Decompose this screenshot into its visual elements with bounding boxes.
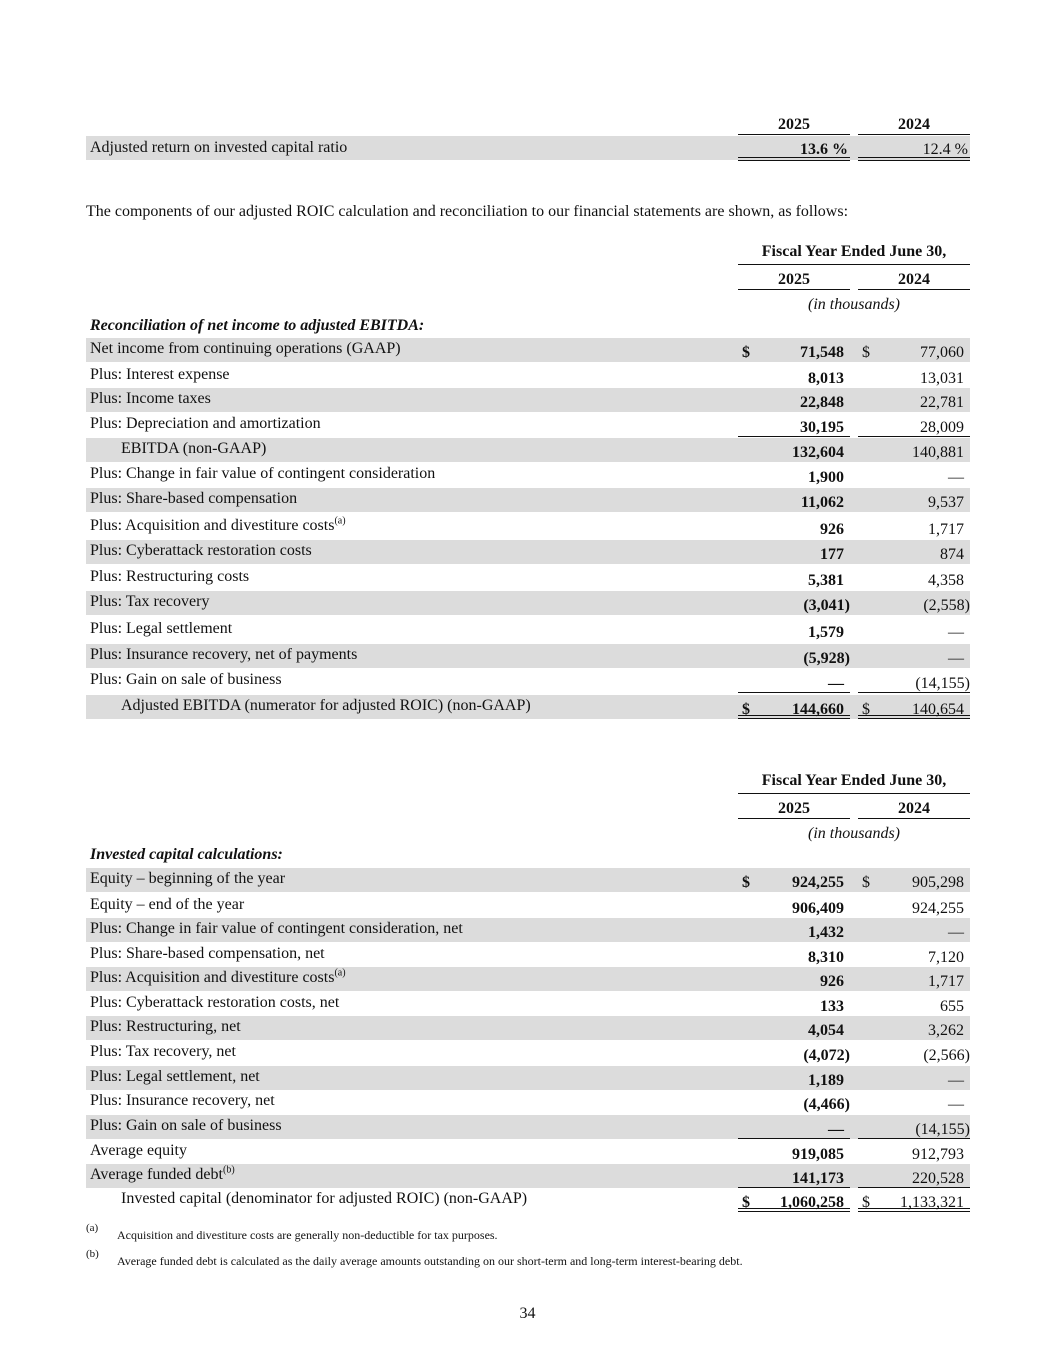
table-row bbox=[86, 918, 970, 942]
value-2024: 140,654 bbox=[912, 701, 964, 718]
value-2025: 1,060,258 bbox=[780, 1194, 844, 1211]
currency-symbol: $ bbox=[862, 344, 870, 361]
year-header-2025: 2025 bbox=[738, 800, 850, 819]
value-2024: (14,155) bbox=[915, 1121, 970, 1138]
row-label: Equity – end of the year bbox=[90, 896, 245, 913]
value-2025: 11,062 bbox=[800, 494, 844, 511]
currency-symbol: $ bbox=[742, 1194, 750, 1211]
table-row bbox=[86, 388, 970, 412]
year-header-2024: 2024 bbox=[858, 800, 970, 819]
value-2025: 1,579 bbox=[808, 624, 844, 641]
value-2024: (2,566) bbox=[923, 1047, 970, 1064]
value-2024: 924,255 bbox=[912, 900, 964, 917]
value-2025: 144,660 bbox=[792, 701, 844, 718]
section-title: Invested capital calculations: bbox=[90, 846, 283, 863]
value-2024: — bbox=[948, 924, 964, 941]
row-label: Plus: Gain on sale of business bbox=[90, 671, 282, 688]
footnote-ref: (b) bbox=[222, 1164, 235, 1176]
value-2025: — bbox=[828, 675, 844, 692]
row-label: Plus: Depreciation and amortization bbox=[90, 415, 321, 432]
currency-symbol: $ bbox=[742, 874, 750, 891]
table-row bbox=[86, 515, 970, 539]
value-2025: (4,072) bbox=[803, 1047, 850, 1064]
row-label: Plus: Restructuring costs bbox=[90, 568, 250, 585]
value-2024: 655 bbox=[940, 998, 964, 1015]
value-2024: (14,155) bbox=[915, 675, 970, 692]
value-2025: 8,310 bbox=[808, 949, 844, 966]
footnote-ref: (a) bbox=[334, 967, 346, 979]
value-2024: 9,537 bbox=[928, 494, 964, 511]
roic-2025: 13.6 % bbox=[800, 141, 848, 158]
value-2024: 905,298 bbox=[912, 874, 964, 891]
row-label: Net income from continuing operations (GAAP) bbox=[90, 340, 401, 357]
period-header: Fiscal Year Ended June 30, bbox=[738, 243, 970, 265]
footnote-text-a: Acquisition and divestiture costs are generally non-deductible for tax purposes. bbox=[117, 1228, 498, 1242]
value-2025: 141,173 bbox=[792, 1170, 844, 1187]
row-label: Invested capital (denominator for adjusted ROIC) (non-GAAP) bbox=[121, 1190, 528, 1207]
value-2024: 140,881 bbox=[912, 444, 964, 461]
table-row bbox=[86, 1164, 970, 1188]
value-2025: 177 bbox=[820, 546, 844, 563]
row-label: Plus: Change in fair value of contingent consideration, net bbox=[90, 920, 463, 937]
year-header-2025: 2025 bbox=[738, 116, 850, 135]
row-label: Plus: Share-based compensation bbox=[90, 490, 298, 507]
value-2025: 1,900 bbox=[808, 469, 844, 486]
units-label: (in thousands) bbox=[808, 825, 900, 842]
row-label: Average funded debt$^{(b)}$ bbox=[90, 1164, 235, 1183]
intro-paragraph: The components of our adjusted ROIC calculation and reconciliation to our financial statements are shown, as follows: bbox=[86, 203, 849, 220]
value-2024: 4,358 bbox=[928, 572, 964, 589]
table-row bbox=[86, 591, 970, 615]
value-2025: 71,548 bbox=[800, 344, 844, 361]
table-row bbox=[86, 644, 970, 668]
value-2025: 22,848 bbox=[800, 394, 844, 411]
table-row bbox=[86, 669, 970, 693]
table-row bbox=[86, 413, 970, 437]
row-label: Plus: Acquisition and divestiture costs$^{(a)}$ bbox=[90, 967, 346, 986]
row-label: Plus: Change in fair value of contingent consideration bbox=[90, 465, 436, 482]
value-2024: — bbox=[948, 469, 964, 486]
value-2024: 912,793 bbox=[912, 1146, 964, 1163]
currency-symbol: $ bbox=[862, 1194, 870, 1211]
value-2025: 1,189 bbox=[808, 1072, 844, 1089]
value-2025: 906,409 bbox=[792, 900, 844, 917]
table-row bbox=[86, 1066, 970, 1090]
row-label: Plus: Income taxes bbox=[90, 390, 211, 407]
value-2025: (5,928) bbox=[803, 650, 850, 667]
table-row bbox=[86, 943, 970, 967]
year-header-2024: 2024 bbox=[858, 271, 970, 290]
footnote-mark-b: (b) bbox=[86, 1248, 99, 1260]
footnote-text-b: Average funded debt is calculated as the daily average amounts outstanding on our short-term and long-term interest-bearing debt. bbox=[117, 1254, 743, 1268]
table-row bbox=[86, 1115, 970, 1139]
period-header: Fiscal Year Ended June 30, bbox=[738, 772, 970, 794]
value-2025: 919,085 bbox=[792, 1146, 844, 1163]
value-2024: (2,558) bbox=[923, 597, 970, 614]
value-2024: 1,717 bbox=[928, 973, 964, 990]
value-2025: 924,255 bbox=[792, 874, 844, 891]
table-row bbox=[86, 618, 970, 642]
value-2025: 1,432 bbox=[808, 924, 844, 941]
value-2024: 874 bbox=[940, 546, 964, 563]
value-2025: 8,013 bbox=[808, 370, 844, 387]
table-row bbox=[86, 992, 970, 1016]
table-row bbox=[86, 438, 970, 462]
row-label: Plus: Insurance recovery, net bbox=[90, 1092, 275, 1109]
footnote-ref: (a) bbox=[334, 515, 346, 527]
table-row bbox=[86, 540, 970, 564]
section-title: Reconciliation of net income to adjusted EBITDA: bbox=[90, 317, 425, 334]
table-row bbox=[86, 338, 970, 362]
row-label: Equity – beginning of the year bbox=[90, 870, 286, 887]
currency-symbol: $ bbox=[862, 874, 870, 891]
row-label: Plus: Legal settlement, net bbox=[90, 1068, 260, 1085]
table-row bbox=[86, 1090, 970, 1114]
value-2025: — bbox=[828, 1121, 844, 1138]
value-2024: — bbox=[948, 624, 964, 641]
row-label: Average equity bbox=[90, 1142, 187, 1159]
value-2024: 13,031 bbox=[920, 370, 964, 387]
table-row bbox=[86, 488, 970, 512]
value-2024: — bbox=[948, 650, 964, 667]
value-2025: 4,054 bbox=[808, 1022, 844, 1039]
value-2024: 1,133,321 bbox=[900, 1194, 964, 1211]
page-number: 34 bbox=[519, 1305, 536, 1322]
units-label: (in thousands) bbox=[808, 296, 900, 313]
row-label: Plus: Interest expense bbox=[90, 366, 230, 383]
row-label: Plus: Restructuring, net bbox=[90, 1018, 241, 1035]
value-2025: 926 bbox=[820, 521, 844, 538]
value-2024: 220,528 bbox=[912, 1170, 964, 1187]
table-row bbox=[86, 566, 970, 590]
row-label: Plus: Cyberattack restoration costs, net bbox=[90, 994, 340, 1011]
year-header-2025: 2025 bbox=[738, 271, 850, 290]
roic-ratio-label: Adjusted return on invested capital ratio bbox=[90, 139, 348, 156]
value-2024: — bbox=[948, 1072, 964, 1089]
footnote-mark-a: (a) bbox=[86, 1222, 99, 1234]
currency-symbol: $ bbox=[862, 701, 870, 718]
row-label: Plus: Tax recovery bbox=[90, 593, 210, 610]
value-2024: 7,120 bbox=[928, 949, 964, 966]
table-row bbox=[86, 1188, 970, 1212]
value-2025: 30,195 bbox=[800, 419, 844, 436]
value-2025: 133 bbox=[820, 998, 844, 1015]
row-label: Plus: Share-based compensation, net bbox=[90, 945, 325, 962]
value-2025: (3,041) bbox=[803, 597, 850, 614]
currency-symbol: $ bbox=[742, 344, 750, 361]
roic-2024: 12.4 % bbox=[922, 141, 968, 158]
table-row bbox=[86, 894, 970, 918]
row-label: Adjusted EBITDA (numerator for adjusted ROIC) (non-GAAP) bbox=[121, 697, 531, 714]
value-2024: 1,717 bbox=[928, 521, 964, 538]
table-row bbox=[86, 364, 970, 388]
table-row bbox=[86, 1016, 970, 1040]
value-2024: 3,262 bbox=[928, 1022, 964, 1039]
table-row bbox=[86, 463, 970, 487]
currency-symbol: $ bbox=[742, 701, 750, 718]
row-label: Plus: Acquisition and divestiture costs$^{(a)}$ bbox=[90, 515, 346, 534]
table-row bbox=[86, 868, 970, 892]
value-2025: 926 bbox=[820, 973, 844, 990]
table-row bbox=[86, 1140, 970, 1164]
value-2025: (4,466) bbox=[803, 1096, 850, 1113]
row-label: Plus: Insurance recovery, net of payments bbox=[90, 646, 358, 663]
value-2024: 28,009 bbox=[920, 419, 964, 436]
row-label: Plus: Legal settlement bbox=[90, 620, 233, 637]
value-2024: — bbox=[948, 1096, 964, 1113]
table-row bbox=[86, 967, 970, 991]
table-row bbox=[86, 1041, 970, 1065]
year-header-2024: 2024 bbox=[858, 116, 970, 135]
row-label: Plus: Tax recovery, net bbox=[90, 1043, 236, 1060]
table-row bbox=[86, 695, 970, 719]
value-2024: 22,781 bbox=[920, 394, 964, 411]
row-label: EBITDA (non-GAAP) bbox=[121, 440, 267, 457]
roic-ratio-row bbox=[86, 136, 970, 160]
value-2025: 5,381 bbox=[808, 572, 844, 589]
value-2024: 77,060 bbox=[920, 344, 964, 361]
row-label: Plus: Cyberattack restoration costs bbox=[90, 542, 312, 559]
value-2025: 132,604 bbox=[792, 444, 844, 461]
row-label: Plus: Gain on sale of business bbox=[90, 1117, 282, 1134]
